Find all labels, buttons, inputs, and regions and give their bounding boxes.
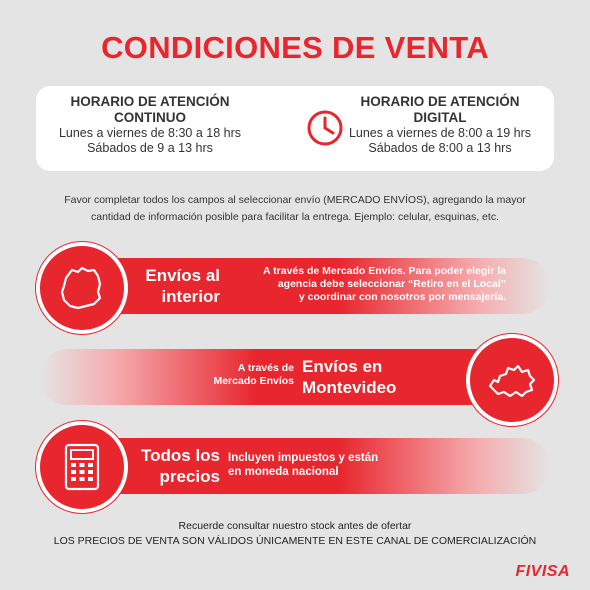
- fivisa-logo: FIVISA: [515, 563, 570, 580]
- shipping-note: [40, 192, 550, 226]
- montevideo-heading: [302, 356, 442, 398]
- interior-description-line3: y coordinar con nosotros por mensajería.: [298, 291, 506, 303]
- digital-hours-saturday: Sábados de 8:00 a 13 hrs: [368, 141, 512, 155]
- uruguay-map-icon: [54, 260, 110, 316]
- prices-description-line1: Incluyen impuestos y están: [228, 452, 379, 464]
- prices-heading-line2: precios: [159, 467, 220, 486]
- montevideo-map-icon: [484, 352, 540, 408]
- montevideo-heading-line2: Montevideo: [302, 378, 397, 397]
- continuous-hours: [40, 94, 260, 156]
- interior-description: [226, 265, 506, 304]
- prices-heading-line1: Todos los: [140, 446, 220, 465]
- interior-icon-circle: [36, 242, 128, 334]
- page-title: CONDICIONES DE VENTA: [101, 30, 489, 65]
- prices-icon-circle: [36, 421, 128, 513]
- montevideo-description-line2: Mercado Envíos: [213, 375, 294, 387]
- calculator-icon: [54, 439, 110, 495]
- prices-description: [228, 451, 428, 479]
- prices-heading: [130, 445, 220, 487]
- interior-heading-line1: Envíos al: [145, 266, 220, 285]
- interior-description-line1: A través de Mercado Envíos. Para poder elegir la: [263, 265, 506, 277]
- footer-line1: Recuerde consultar nuestro stock antes de ofertar: [178, 520, 412, 532]
- montevideo-description: [190, 362, 294, 388]
- interior-description-line2: agencia debe seleccionar “Retiro en el Local”: [277, 278, 506, 290]
- continuous-hours-saturday: Sábados de 9 a 13 hrs: [87, 141, 213, 155]
- shipping-note-line2: cantidad de información posible para facilitar la entrega. Ejemplo: celular, esquinas, etc.: [91, 211, 499, 223]
- continuous-hours-weekdays: Lunes a viernes de 8:30 a 18 hrs: [58, 126, 242, 140]
- montevideo-heading-line1: Envíos en: [302, 357, 383, 376]
- digital-hours-weekdays: Lunes a viernes de 8:00 a 19 hrs: [348, 126, 532, 140]
- digital-hours: [330, 94, 550, 156]
- continuous-hours-title-line2: CONTINUO: [114, 110, 186, 125]
- digital-hours-title-line1: HORARIO DE ATENCIÓN: [360, 94, 520, 109]
- hours-card: [36, 86, 554, 171]
- prices-description-line2: en moneda nacional: [228, 466, 339, 478]
- digital-hours-title-line2: DIGITAL: [413, 110, 467, 125]
- continuous-hours-title-line1: HORARIO DE ATENCIÓN: [70, 94, 230, 109]
- interior-heading-line2: interior: [161, 287, 220, 306]
- footer-line2: LOS PRECIOS DE VENTA SON VÁLIDOS ÚNICAMENTE EN ESTE CANAL DE COMERCIALIZACIÓN: [53, 535, 537, 547]
- footer: [0, 519, 590, 549]
- montevideo-description-line1: A través de: [237, 362, 294, 374]
- shipping-note-line1: Favor completar todos los campos al seleccionar envío (MERCADO ENVÍOS), agregando la mayor: [64, 194, 526, 206]
- montevideo-icon-circle: [466, 334, 558, 426]
- interior-heading: [140, 265, 220, 307]
